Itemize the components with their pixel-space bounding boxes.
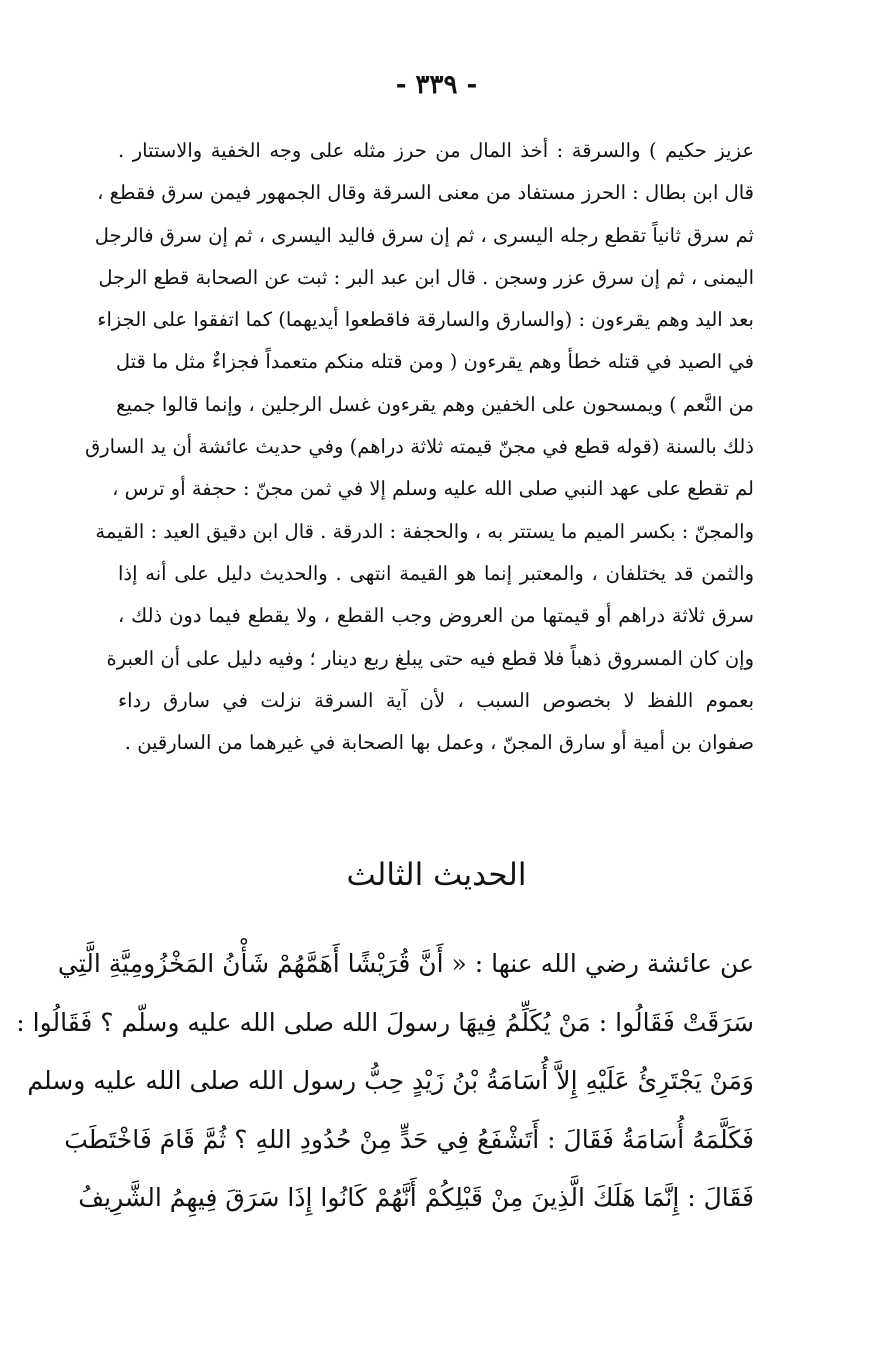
commentary-line: وإن كان المسروق ذهباً فلا قطع فيه حتى يبلغ ربع دينار ؛ وفيه دليل على أن العبرة: [106, 646, 754, 670]
commentary-text: [85, 130, 754, 764]
hadith-line: فَكَلَّمَهُ أُسَامَةُ فَقَالَ : أَتَشْفَعُ فِي حَدٍّ مِنْ حُدُودِ اللهِ ؟ ثُمَّ قَامَ فَاخْتَطَبَ: [64, 1124, 754, 1154]
commentary-line: بعد اليد وهم يقرءون : (والسارق والسارقة فاقطعوا أيديهما) كما اتفقوا على الجزاء: [97, 308, 754, 332]
section-heading: الحديث الثالث: [346, 857, 527, 893]
commentary-line: من النَّعم ) ويمسحون على الخفين وهم يقرءون غسل الرجلين ، وإنما قالوا جميع: [116, 392, 754, 416]
commentary-line: والثمن قد يختلفان ، والمعتبر إنما هو القيمة انتهى . والحديث دليل على أنه إذا: [118, 561, 754, 585]
hadith-line: عن عائشة رضي الله عنها : « أَنَّ قُرَيْشًا أَهَمَّهُمْ شَأْنُ المَخْزُومِيَّةِ الَّتِي: [57, 949, 754, 978]
hadith-line: وَمَنْ يَجْتَرِئُ عَلَيْهِ إِلاَّ أُسَامَةُ بْنُ زَيْدٍ حِبُّ رسول الله صلى الله عليه وسلم: [27, 1066, 754, 1095]
commentary-line: ذلك بالسنة (قوله قطع في مجنّ قيمته ثلاثة دراهم) وفي حديث عائشة أن يد السارق: [85, 435, 754, 459]
commentary-line: لم تقطع على عهد النبي صلى الله عليه وسلم إلا في ثمن مجنّ : حجفة أو ترس ،: [112, 477, 754, 501]
commentary-line: قال ابن بطال : الحرز مستفاد من معنى السرقة وقال الجمهور فيمن سرق فقطع ،: [97, 181, 754, 205]
page-number: - ٣٣٩ -: [395, 70, 478, 100]
hadith-line: سَرَقَتْ فَقَالُوا : مَنْ يُكَلِّمُ فِيهَا رسولَ الله صلى الله عليه وسلّم ؟ فَقَالُوا :: [16, 1007, 754, 1037]
hadith-line: فَقَالَ : إِنَّمَا هَلَكَ الَّذِينَ مِنْ قَبْلِكُمْ أَنَّهُمْ كَانُوا إِذَا سَرَقَ فِيهِمُ الشَّرِيفُ: [78, 1183, 754, 1212]
commentary-line: صفوان بن أمية أو سارق المجنّ ، وعمل بها الصحابة في غيرهما من السارقين .: [124, 731, 754, 755]
commentary-line: اليمنى ، ثم إن سرق عزر وسجن . قال ابن عبد البر : ثبت عن الصحابة قطع الرجل: [98, 265, 754, 289]
commentary-line: عزيز حكيم ) والسرقة : أخذ المال من حرز مثله على وجه الخفية والاستتار .: [118, 139, 754, 162]
commentary-line: سرق ثلاثة دراهم أو قيمتها من العروض وجب القطع ، ولا يقطع فيما دون ذلك ،: [118, 604, 754, 628]
commentary-line: ثم سرق ثانياً تقطع رجله اليسرى ، ثم إن سرق فاليد اليسرى ، ثم إن سرق فالرجل: [94, 223, 754, 247]
hadith-text: [16, 935, 754, 1228]
commentary-line: في الصيد في قتله خطأ وهم يقرءون ( ومن قتله منكم متعمداً فجزاءٌ مثل ما قتل: [115, 350, 754, 374]
commentary-line: بعموم اللفظ لا بخصوص السبب ، لأن آية السرقة نزلت في سارق رداء: [118, 688, 754, 712]
commentary-line: والمجنّ : بكسر الميم ما يستتر به ، والحجفة : الدرقة . قال ابن دقيق العيد : القيمة: [95, 519, 754, 543]
